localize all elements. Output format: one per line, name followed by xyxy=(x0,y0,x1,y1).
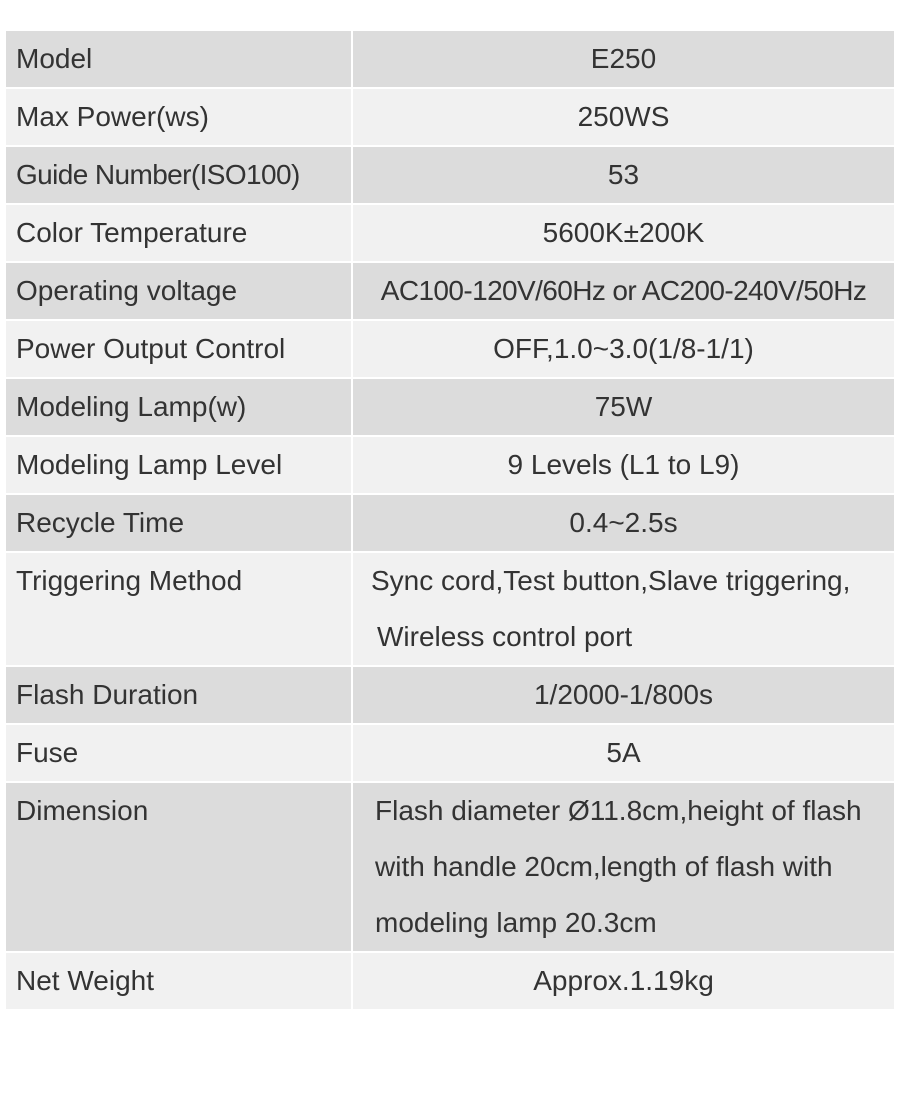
spec-row-operating-voltage xyxy=(5,262,895,320)
spec-table xyxy=(4,29,896,1011)
spec-label: Net Weight xyxy=(5,952,352,1010)
spec-row-fuse xyxy=(5,724,895,782)
spec-label: Power Output Control xyxy=(5,320,352,378)
spec-label: Fuse xyxy=(5,724,352,782)
spec-value: 75W xyxy=(352,378,895,436)
spec-row-recycle-time xyxy=(5,494,895,552)
spec-label: Modeling Lamp(w) xyxy=(5,378,352,436)
spec-label: Flash Duration xyxy=(5,666,352,724)
spec-row-dimension xyxy=(5,782,895,952)
spec-row-net-weight xyxy=(5,952,895,1010)
spec-label: Triggering Method xyxy=(5,552,352,666)
spec-row-modeling-lamp xyxy=(5,378,895,436)
spec-label: Max Power(ws) xyxy=(5,88,352,146)
spec-label: Modeling Lamp Level xyxy=(5,436,352,494)
spec-value: 5A xyxy=(352,724,895,782)
spec-value: 1/2000-1/800s xyxy=(352,666,895,724)
spec-value xyxy=(352,552,895,666)
spec-row-guide-number xyxy=(5,146,895,204)
spec-label: Dimension xyxy=(5,782,352,952)
spec-label: Color Temperature xyxy=(5,204,352,262)
spec-value: 250WS xyxy=(352,88,895,146)
spec-row-max-power xyxy=(5,88,895,146)
spec-value: Approx.1.19kg xyxy=(352,952,895,1010)
spec-value-line: Sync cord,Test button,Slave triggering, xyxy=(371,565,851,596)
spec-value xyxy=(352,782,895,952)
spec-row-color-temperature xyxy=(5,204,895,262)
spec-value-line: modeling lamp 20.3cm xyxy=(375,907,657,938)
spec-value: OFF,1.0~3.0(1/8-1/1) xyxy=(352,320,895,378)
spec-label: Model xyxy=(5,30,352,88)
spec-row-modeling-lamp-level xyxy=(5,436,895,494)
spec-row-power-output-control xyxy=(5,320,895,378)
spec-value-line: with handle 20cm,length of flash with xyxy=(375,851,833,882)
spec-value-line: Flash diameter Ø11.8cm,height of flash xyxy=(375,795,862,826)
spec-row-flash-duration xyxy=(5,666,895,724)
spec-row-model xyxy=(5,30,895,88)
spec-label: Guide Number(ISO100) xyxy=(5,146,352,204)
spec-value: 0.4~2.5s xyxy=(352,494,895,552)
spec-value: 9 Levels (L1 to L9) xyxy=(352,436,895,494)
spec-value: E250 xyxy=(352,30,895,88)
spec-value: 53 xyxy=(352,146,895,204)
spec-value-line: Wireless control port xyxy=(377,621,633,652)
spec-value: AC100-120V/60Hz or AC200-240V/50Hz xyxy=(352,262,895,320)
spec-label: Recycle Time xyxy=(5,494,352,552)
spec-value: 5600K±200K xyxy=(352,204,895,262)
spec-label: Operating voltage xyxy=(5,262,352,320)
spec-row-triggering-method xyxy=(5,552,895,666)
